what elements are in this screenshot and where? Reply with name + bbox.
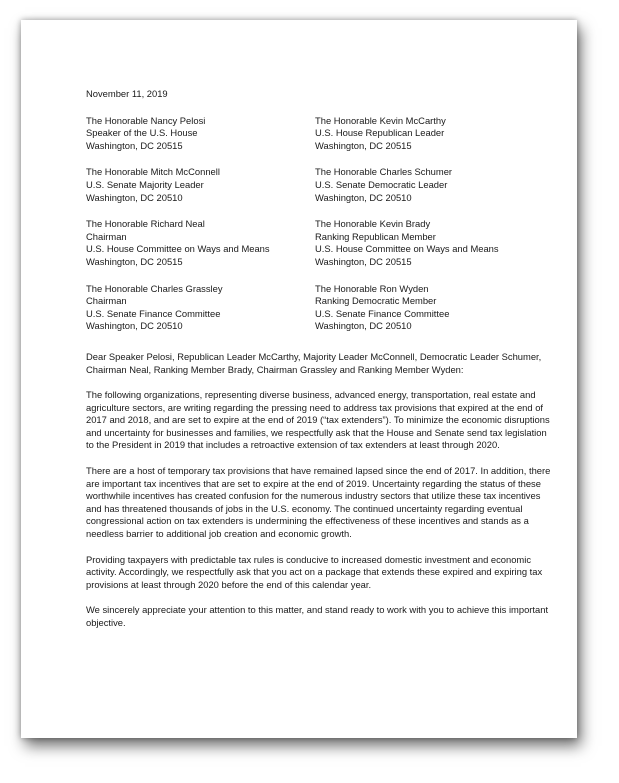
letter-content	[86, 88, 556, 643]
addressee-line: U.S. Senate Democratic Leader	[315, 178, 448, 190]
addressee-line: Chairman	[86, 295, 127, 307]
addressee-wyden	[315, 283, 545, 333]
addressee-line: The Honorable Kevin Brady	[315, 218, 431, 230]
addressee-line: The Honorable Nancy Pelosi	[86, 114, 206, 126]
addressee-grassley	[86, 283, 315, 333]
addressee-line: Ranking Democratic Member	[315, 295, 437, 307]
addressee-line: The Honorable Charles Grassley	[86, 282, 223, 294]
addressee-line: Speaker of the U.S. House	[86, 127, 198, 139]
addressee-line: U.S. House Committee on Ways and Means	[315, 243, 499, 255]
letter-date: November 11, 2019	[86, 88, 168, 99]
addressee-line: U.S. Senate Finance Committee	[315, 307, 450, 319]
addressee-brady	[315, 218, 545, 268]
body-paragraph: Providing taxpayers with predictable tax rules is conducive to increased domestic investment and economic activity. Accordingly, we respectfully ask that you act on a package that extends these expired and expiring tax provisions at least through 2020 before the end of this calendar year.	[86, 553, 543, 590]
addressee-line: Washington, DC 20515	[86, 139, 183, 151]
addressee-line: U.S. Senate Finance Committee	[86, 307, 221, 319]
addressee-line: Washington, DC 20515	[86, 255, 183, 267]
addressee-line: Washington, DC 20510	[315, 320, 412, 332]
addressee-line: U.S. House Committee on Ways and Means	[86, 243, 270, 255]
addressee-line: The Honorable Ron Wyden	[315, 282, 429, 294]
addressee-line: The Honorable Kevin McCarthy	[315, 114, 446, 126]
body-paragraph: We sincerely appreciate your attention to this matter, and stand ready to work with you to achieve this important objective.	[86, 604, 549, 628]
addressee-neal	[86, 218, 315, 268]
addressee-line: The Honorable Charles Schumer	[315, 166, 453, 178]
addressee-line: Washington, DC 20510	[86, 191, 183, 203]
letter-page	[21, 20, 577, 738]
addressee-line: Washington, DC 20515	[315, 255, 412, 267]
addressee-line: Washington, DC 20510	[315, 191, 412, 203]
addressee-line: Ranking Republican Member	[315, 230, 436, 242]
body-paragraph: The following organizations, representing diverse business, advanced energy, transportation, real estate and agriculture sectors, are writing regarding the pressing need to address tax provisions that expired at the end of 2017 and 2018, and are set to expire at the end of 2019 (“tax extenders”). To minimize the economic disruptions and uncertainty for businesses and families, we respectfully ask that the House and Senate send tax legislation to the President in 2019 that includes a retroactive extension of tax extenders at least through 2020.	[86, 389, 550, 451]
addressee-mcconnell	[86, 166, 315, 204]
addressee-line: U.S. House Republican Leader	[315, 127, 445, 139]
addressee-schumer	[315, 166, 545, 204]
addressee-grid	[86, 115, 556, 333]
addressee-line: U.S. Senate Majority Leader	[86, 178, 204, 190]
addressee-line: Washington, DC 20515	[315, 139, 412, 151]
addressee-line: Washington, DC 20510	[86, 320, 183, 332]
addressee-pelosi	[86, 115, 315, 153]
addressee-line: Chairman	[86, 230, 127, 242]
addressee-mccarthy	[315, 115, 545, 153]
salutation: Dear Speaker Pelosi, Republican Leader McCarthy, Majority Leader McConnell, Democratic Leader Schumer, Chairman Neal, Ranking Member Brady, Chairman Grassley and Ranking Member Wyden:	[86, 350, 542, 375]
addressee-line: The Honorable Mitch McConnell	[86, 166, 220, 178]
body-paragraph: There are a host of temporary tax provisions that have remained lapsed since the end of 2017. In addition, there are important tax incentives that are set to expire at the end of 2019. Uncertainty regarding the status of these worthwhile incentives has created confusion for the numerous industry sectors that utilize these tax incentives and has threatened thousands of jobs in the U.S. economy. The continued uncertainty regarding eventual congressional action on tax extenders is undermining the effectiveness of these incentives and stands as a needless barrier to additional job creation and economic growth.	[86, 465, 551, 540]
addressee-line: The Honorable Richard Neal	[86, 218, 205, 230]
